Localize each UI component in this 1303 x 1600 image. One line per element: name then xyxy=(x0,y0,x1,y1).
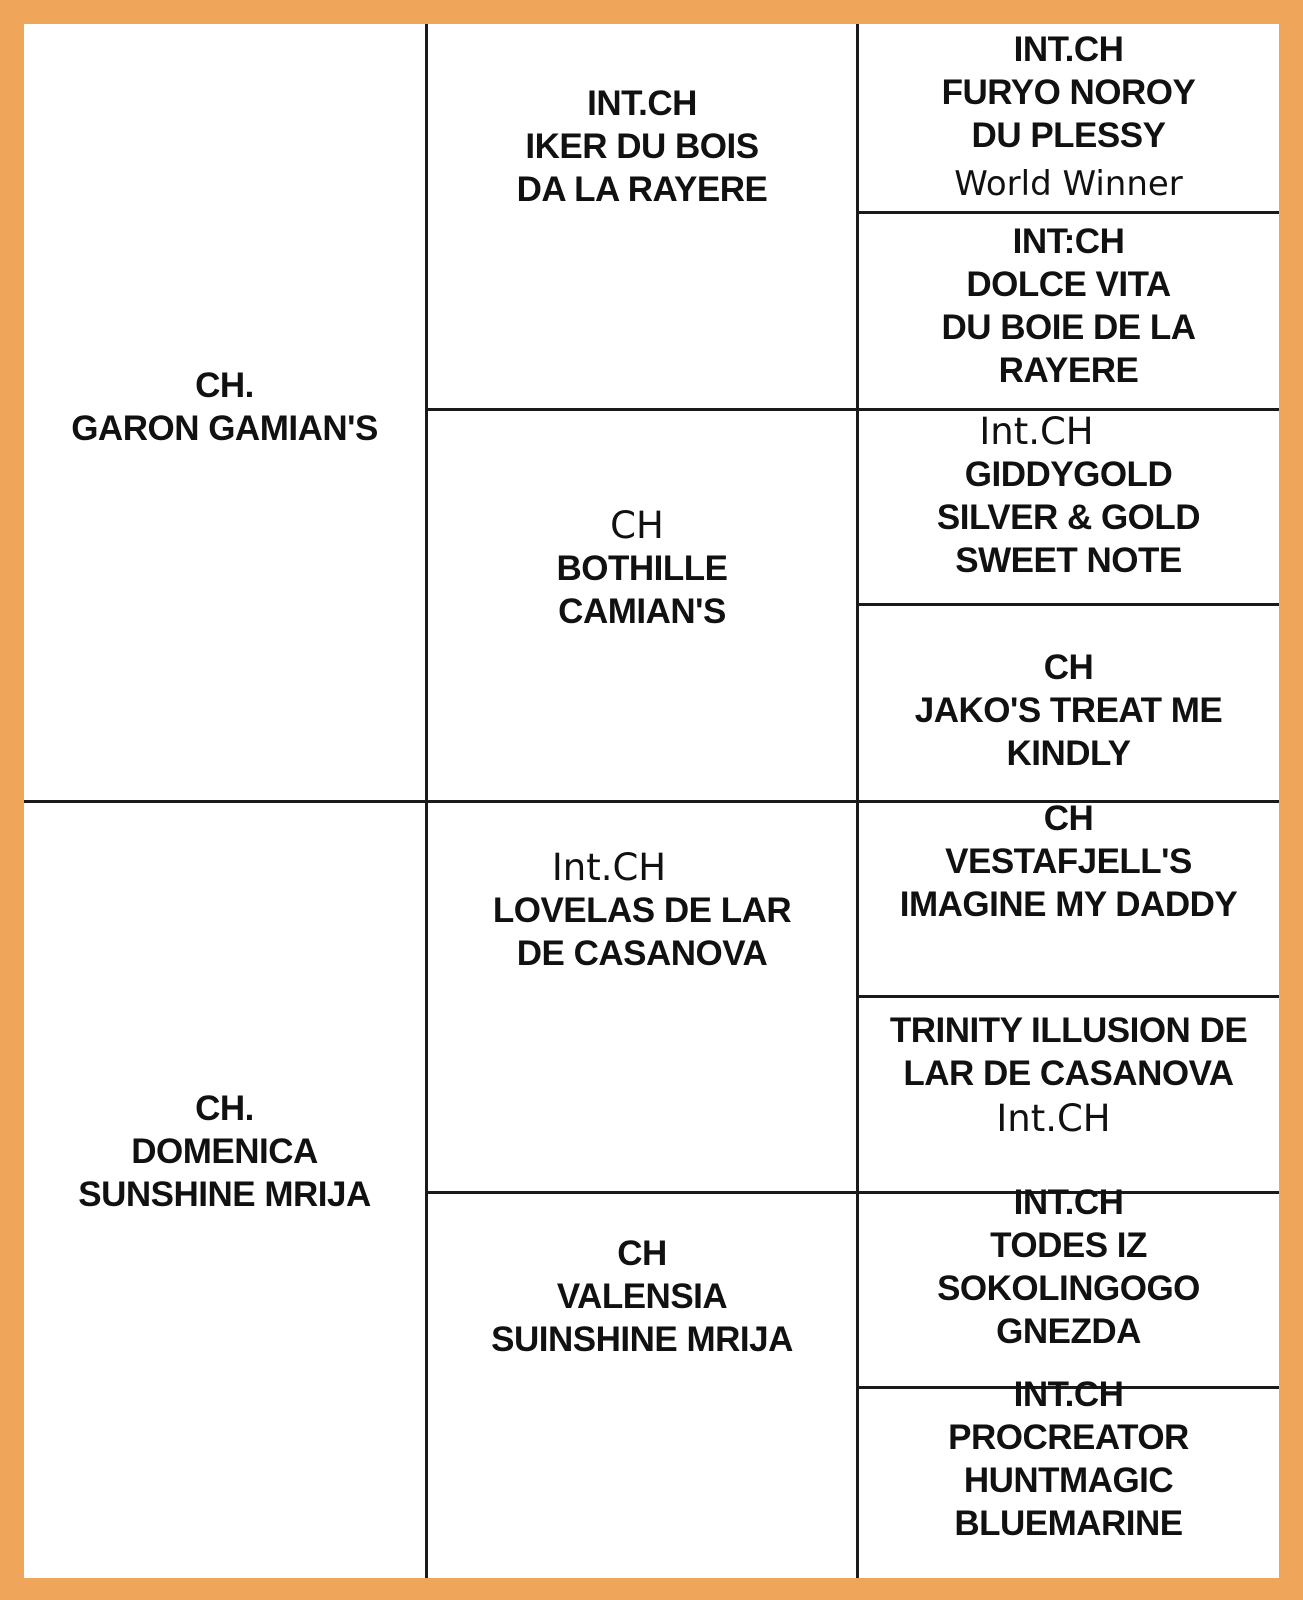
sss-note: World Winner xyxy=(954,164,1183,204)
dsd-name-line-2: LAR DE CASANOVA xyxy=(903,1054,1234,1093)
sire-sire-cell xyxy=(428,82,856,211)
dam-dam-title: CH xyxy=(617,1234,667,1273)
sds-name-line-3: SWEET NOTE xyxy=(955,541,1182,580)
ddd-cell xyxy=(858,1373,1279,1545)
dsd-cell xyxy=(858,1009,1279,1140)
sdd-title: CH xyxy=(1043,648,1094,687)
pedigree-chart xyxy=(24,24,1279,1578)
sdd-name-line-2: KINDLY xyxy=(1006,734,1131,773)
sire-cell xyxy=(24,364,425,450)
sire-sire-name-line-2: DA LA RAYERE xyxy=(516,170,768,209)
sdd-cell xyxy=(858,646,1279,775)
ddd-title: INT.CH xyxy=(1013,1375,1124,1414)
ddd-name-line-2: HUNTMAGIC xyxy=(963,1461,1174,1500)
dam-sire-title: Int.CH xyxy=(551,846,667,889)
sds-title: Int.CH xyxy=(979,410,1094,453)
dds-title: INT.CH xyxy=(1013,1183,1124,1222)
ddd-name-line-1: PROCREATOR xyxy=(948,1418,1189,1457)
sss-name-line-1: FURYO NOROY xyxy=(941,73,1196,112)
dam-dam-name-line-2: SUINSHINE MRIJA xyxy=(491,1320,793,1359)
sire-dam-title: CH xyxy=(610,504,664,547)
dss-name-line-1: VESTAFJELL'S xyxy=(945,842,1192,881)
sire-sire-name-line-1: IKER DU BOIS xyxy=(525,127,759,166)
dam-title: CH. xyxy=(195,1089,254,1128)
dds-name-line-2: SOKOLINGOGO xyxy=(937,1269,1200,1308)
dam-cell xyxy=(24,1087,425,1216)
sire-sire-title: INT.CH xyxy=(587,84,697,123)
sire-dam-name-line-2: CAMIAN'S xyxy=(558,592,726,631)
sire-name: GARON GAMIAN'S xyxy=(71,409,378,448)
sds-name-line-2: SILVER & GOLD xyxy=(936,498,1201,537)
sdd-name-line-1: JAKO'S TREAT ME xyxy=(914,691,1223,730)
dsd-title: Int.CH xyxy=(996,1097,1111,1140)
dam-dam-cell xyxy=(428,1232,856,1361)
dam-dam-name-line-1: VALENSIA xyxy=(556,1277,728,1316)
divider-generation-3-a xyxy=(858,211,1279,214)
dam-sire-name-line-1: LOVELAS DE LAR xyxy=(492,891,792,930)
sss-cell xyxy=(858,28,1279,206)
divider-generation-3-b xyxy=(858,603,1279,606)
ssd-name-line-3: RAYERE xyxy=(998,351,1139,390)
sds-cell xyxy=(858,410,1279,582)
dds-name-line-1: TODES IZ xyxy=(990,1226,1147,1265)
sire-dam-name-line-1: BOTHILLE xyxy=(556,549,728,588)
sire-dam-cell xyxy=(428,504,856,633)
dds-name-line-3: GNEZDA xyxy=(996,1312,1141,1351)
ssd-title: INT:CH xyxy=(1012,222,1125,261)
sss-name-line-2: DU PLESSY xyxy=(971,116,1166,155)
dam-sire-cell xyxy=(428,846,856,975)
dds-cell xyxy=(858,1181,1279,1353)
ssd-name-line-2: DU BOIE DE LA xyxy=(941,308,1196,347)
dss-title: CH xyxy=(1043,799,1094,838)
dss-cell xyxy=(858,797,1279,926)
dam-name-line-1: DOMENICA xyxy=(131,1132,318,1171)
ddd-name-line-3: BLUEMARINE xyxy=(954,1504,1183,1543)
ssd-cell xyxy=(858,220,1279,392)
dss-name-line-2: IMAGINE MY DADDY xyxy=(899,885,1238,924)
divider-generation-3-c xyxy=(858,995,1279,998)
dam-name-line-2: SUNSHINE MRIJA xyxy=(78,1175,371,1214)
sss-title: INT.CH xyxy=(1013,30,1124,69)
sds-name-line-1: GIDDYGOLD xyxy=(964,455,1173,494)
sire-title: CH. xyxy=(195,366,254,405)
ssd-name-line-1: DOLCE VITA xyxy=(966,265,1171,304)
dsd-name-line-1: TRINITY ILLUSION DE xyxy=(889,1011,1248,1050)
dam-sire-name-line-2: DE CASANOVA xyxy=(516,934,768,973)
